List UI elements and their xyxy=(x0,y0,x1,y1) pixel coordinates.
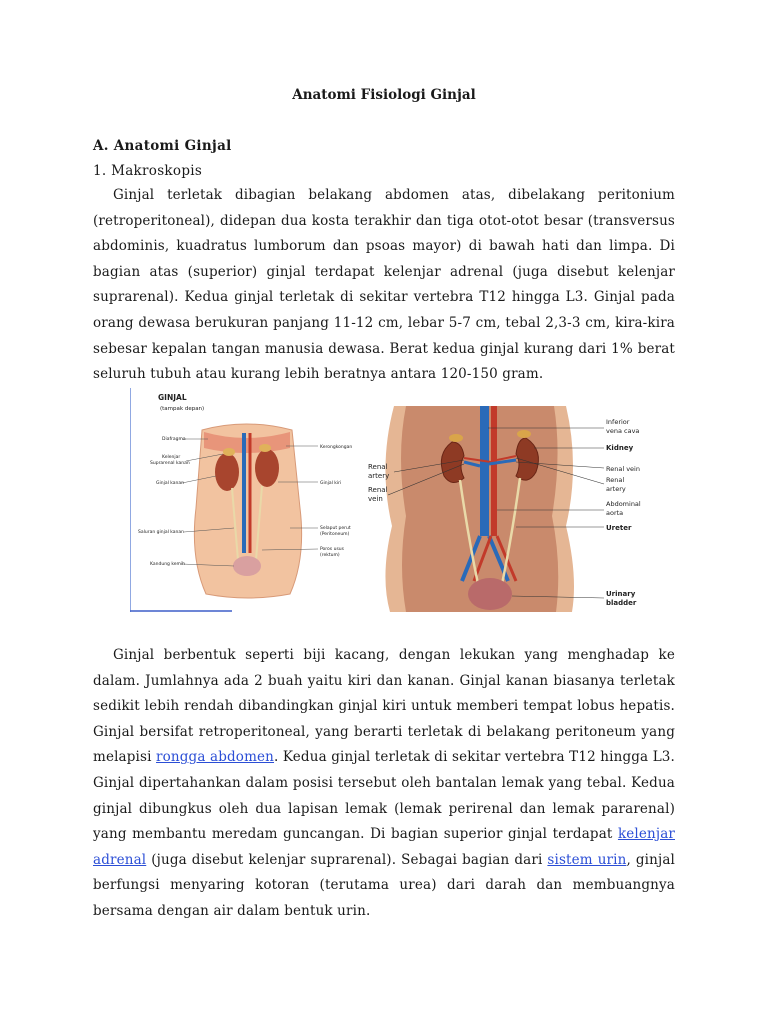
label-kidney: Kidney xyxy=(606,444,634,452)
label-ginjal-kanan: Ginjal kanan xyxy=(156,481,185,486)
label-diafragma: Diafragma xyxy=(162,437,186,442)
paragraph-2-text-d: , ginjal berfungsi menyaring kotoran (terutama urea) dari darah dan membuangnya bersama dengan air dalam bentuk urin. xyxy=(93,851,675,919)
label-renal-artery-l1: Renal xyxy=(368,463,388,471)
label-renal-artery-l2: artery xyxy=(368,472,390,480)
paragraph-2-text-b: . Kedua ginjal terletak di sekitar vertebra T12 hingga L3. Ginjal dipertahankan dalam posisi tersebut oleh bantalan lemak yang tebal. Kedua ginjal dibungkus oleh dua lapisan lemak (lemak perirenal dan lemak pararenal) yang membantu meredam guncangan. Di bagian superior ginjal terdapat xyxy=(93,749,675,843)
label-ureter: Ureter xyxy=(606,524,632,532)
label-kerongkongan: Kerongkongan xyxy=(320,445,353,450)
paragraph-1: Ginjal terletak dibagian belakang abdomen atas, dibelakang peritonium (retroperitoneal), didepan dua kosta terakhir dan tiga otot-otot besar (transversus abdominis, kuadratus lumborum dan psoas mayor) di bawah hati dan limpa. Di bagian atas (superior) ginjal terdapat kelenjar adrenal (juga disebut kelenjar suprarenal). Kedua ginjal terletak di sekitar vertebra T12 hingga L3. Ginjal pada orang dewasa berukuran panjang 11-12 cm, lebar 5-7 cm, tebal 2,3-3 cm, kira-kira sebesar kepalan tangan manusia dewasa. Berat kedua ginjal kurang dari 1% berat seluruh tubuh atau kurang lebih beratnya antara 120-150 gram. xyxy=(93,187,675,383)
label-renal-r: Renal xyxy=(606,476,625,484)
figure1-subtitle: (tampak depan) xyxy=(160,406,205,412)
label-peritoneum: (Peritoneum) xyxy=(320,532,350,537)
paragraph-2-text-a: Ginjal berbentuk seperti biji kacang, dengan lekukan yang menghadap ke dalam. Jumlahnya ada 2 buah yaitu kiri dan kanan. Ginjal kanan biasanya terletak sedikit lebih rendah dibandingkan ginjal kiri untuk memberi tempat lobus hepatis. Ginjal bersifat retroperitoneal, yang berarti terletak di belakang peritoneum yang melapisi xyxy=(93,647,675,766)
link-kelenjar-adrenal[interactable]: kelenjar adrenal xyxy=(93,826,675,868)
label-renal-vein-l2: vein xyxy=(368,495,383,503)
label-urinary: Urinary xyxy=(606,590,636,598)
paragraph-2 xyxy=(93,643,675,925)
urinary-system-figure xyxy=(366,406,650,612)
kidney-figure-front-view xyxy=(130,388,363,612)
link-rongga-abdomen[interactable]: rongga abdomen xyxy=(156,749,275,766)
label-renal-vein-l1: Renal xyxy=(368,486,388,494)
label-abdominal: Abdominal xyxy=(606,500,641,508)
label-selaput-perut: Selaput perut xyxy=(320,526,351,531)
label-ginjal-kiri: Ginjal kiri xyxy=(320,481,342,486)
label-poros-usus: Poros usus xyxy=(320,547,344,552)
label-artery-r: artery xyxy=(606,485,626,493)
paragraph-2-text-c: (juga disebut kelenjar suprarenal). Sebagai bagian dari xyxy=(146,851,548,868)
subsection-heading: 1. Makroskopis xyxy=(93,163,203,179)
page-title: Anatomi Fisiologi Ginjal xyxy=(292,87,476,103)
label-bladder: bladder xyxy=(606,599,637,607)
label-aorta: aorta xyxy=(606,509,624,517)
label-rektum: (rektum) xyxy=(320,553,340,558)
label-vena-cava: vena cava xyxy=(606,427,640,435)
label-kelenjar: Kelenjar xyxy=(162,455,181,460)
label-kandung-kemih: Kandung kemih xyxy=(150,562,186,567)
label-suprarenal-kanan: Suprarenal kanan xyxy=(150,461,190,466)
label-saluran-ginjal-kanan: Saluran ginjal kanan xyxy=(138,530,184,535)
label-inferior: Inferior xyxy=(606,418,630,426)
figure1-title: GINJAL xyxy=(158,393,187,402)
section-heading: A. Anatomi Ginjal xyxy=(93,138,232,154)
label-renal-vein: Renal vein xyxy=(606,465,640,473)
link-sistem-urin[interactable]: sistem urin xyxy=(547,851,627,868)
